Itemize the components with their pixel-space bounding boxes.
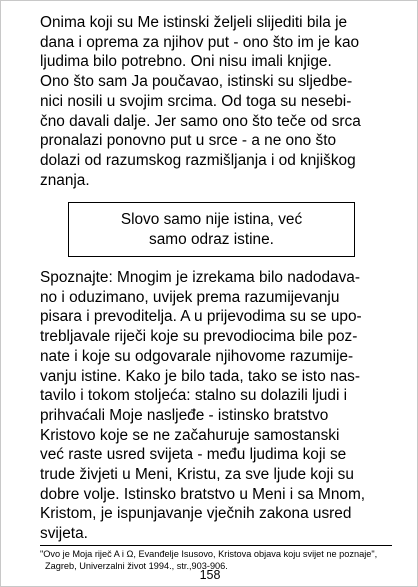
text-line: znanja. [40, 171, 90, 189]
text-line: vanju istine. Kako je bilo tada, tako se isto nas- [40, 367, 360, 385]
text-line: Kristom, je ispunjavanje vječnih zakona usred [40, 505, 352, 523]
text-line: ljudima bilo potrebno. Oni nisu imali knjige. [40, 53, 332, 71]
paragraph-1 [40, 13, 386, 190]
text-line: prihvaćali Moje nasljeđe - istinsko bratstvo [40, 406, 329, 424]
text-line: nici nosili u svojim srcima. Od toga su nesebi- [40, 92, 352, 110]
footnote-line: "Ovo je Moja riječ A i Ω, Evanđelje Isusovo, Kristova objava koju svijet ne poznaje", [40, 549, 378, 559]
text-line: dobre volje. Istinsko bratstvo u Meni i sa Mnom, [40, 485, 366, 503]
text-line: pronalazi ponovno put u srce - a ne ono što [40, 132, 337, 150]
text-line: čno davali dalje. Jer samo ono što teče od srca [40, 112, 361, 130]
quote-line: Slovo samo nije istina, već [120, 211, 303, 228]
text-line: Ono što sam Ja poučavao, istinski su sljedbe- [40, 73, 353, 91]
text-line: pisara i prevoditelja. A u prijevodima su se upo- [40, 308, 362, 326]
quote-box [68, 202, 355, 257]
text-line: nate i koje su odgovarale njihovome razumije- [40, 347, 354, 365]
text-line: Kristovo koje se ne začahuruje samostanski [40, 426, 340, 444]
paragraph-2 [40, 268, 386, 544]
page-number: 158 [199, 568, 221, 582]
quote-line: samo odraz istine. [149, 230, 274, 248]
text-line: dolazi od razumskog razmišljanja i od knjiškog [40, 151, 356, 169]
text-line: Onima koji su Me istinski željeli slijediti bila je [40, 14, 348, 31]
text-line: tavilo i tokom stoljeća: stalno su dolazili ljudi i [40, 387, 348, 405]
text-line: dana i oprema za njihov put - ono što im je kao [40, 33, 360, 51]
text-line: trebljavale riječi koje su prevodiocima bile poz- [40, 328, 358, 346]
text-line: trude živjeti u Meni, Kristu, za sve ljude koji su [40, 466, 354, 484]
text-line: već raste usred svijeta - među ljudima koji se [40, 446, 347, 464]
text-line: no i oduzimano, uvijek prema razumijevanju [40, 288, 340, 306]
footnote-divider [40, 545, 392, 546]
text-line: svijeta. [40, 525, 88, 543]
text-line: Spoznajte: Mnogim je izrekama bilo nadodava- [40, 269, 360, 286]
footnote-line: Zagreb, Univerzalni život 1994., str.,903-906. [45, 560, 228, 571]
